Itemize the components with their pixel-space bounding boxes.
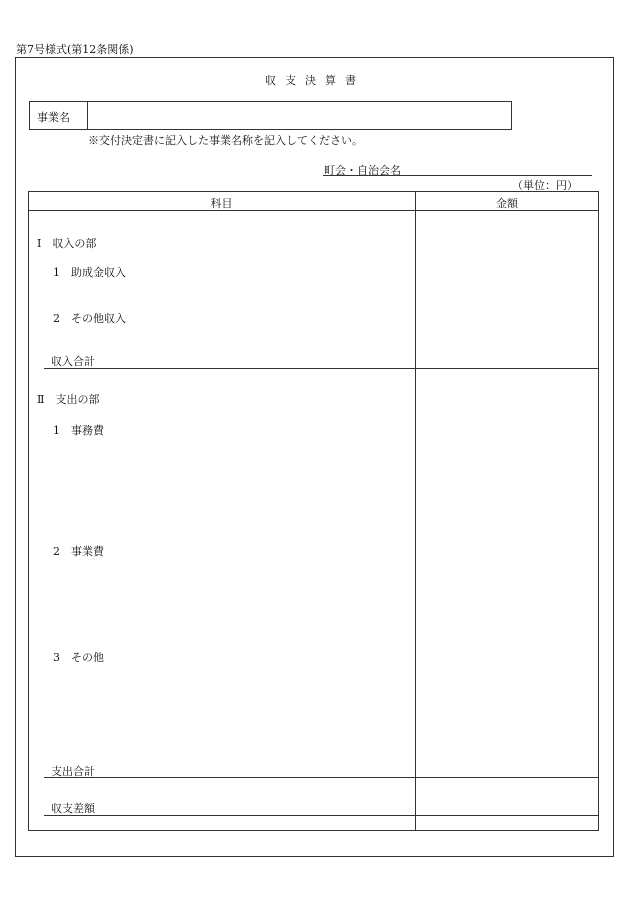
unit-label: （単位：円） (512, 179, 578, 192)
org-name-field[interactable] (408, 161, 590, 174)
page-title: 収支決算書 (265, 74, 365, 87)
income-section-heading: Ⅰ 収入の部 (37, 237, 97, 250)
income-total-label: 収入合計 (51, 355, 95, 368)
form-number: 第7号様式(第12条関係) (16, 43, 134, 56)
income-item: 2 その他収入 (53, 312, 126, 325)
balance-rule (44, 815, 599, 816)
income-amount-cell[interactable] (418, 214, 596, 364)
income-total-rule (44, 368, 599, 369)
expense-amount-cell[interactable] (418, 372, 596, 774)
expense-item: 2 事業費 (53, 545, 104, 558)
business-name-divider (87, 101, 88, 130)
income-item: 1 助成金収入 (53, 266, 126, 279)
expense-total-rule (44, 777, 599, 778)
table-column-divider (415, 191, 416, 831)
expense-item: 1 事務費 (53, 424, 104, 437)
column-header-subject: 科目 (210, 197, 233, 210)
expense-total-label: 支出合計 (51, 765, 95, 778)
balance-label: 収支差額 (51, 802, 95, 815)
org-name-underline (323, 175, 592, 176)
business-name-field[interactable] (95, 109, 505, 125)
expense-section-heading: Ⅱ 支出の部 (37, 393, 100, 406)
instruction-note: ※交付決定書に記入した事業名称を記入してください。 (88, 134, 363, 147)
column-header-amount: 金額 (496, 197, 518, 210)
balance-amount-cell[interactable] (418, 781, 596, 812)
org-name-label: 町会・自治会名 (324, 164, 401, 177)
expense-item: 3 その他 (53, 651, 104, 664)
business-name-label: 事業名 (37, 111, 70, 124)
